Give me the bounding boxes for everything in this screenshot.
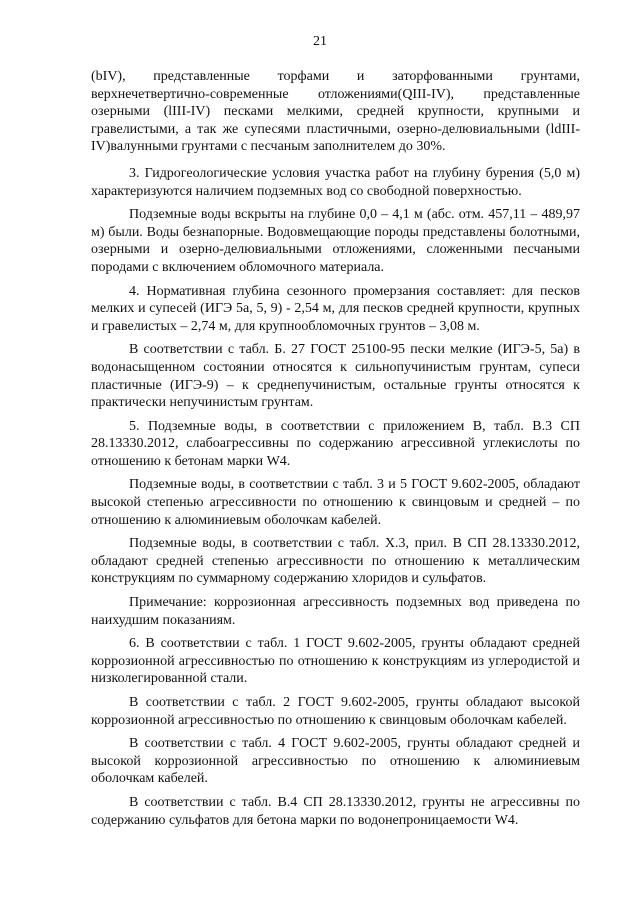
paragraph-frost-heave: В соответствии с табл. Б. 27 ГОСТ 25100-95 пески мелкие (ИГЭ-5, 5а) в водонасыщенном состоянии относятся к сильнопучинистым грунтам, супеси пластичные (ИГЭ-9) – к среднепучинистым, остальные грунты относятся к практически непучинистым грунтам.	[91, 342, 580, 411]
paragraph-concrete-aggressiveness: 5. Подземные воды, в соответствии с приложением В, табл. В.3 СП 28.13330.2012, слабоагрессивны по содержанию агрессивной углекислоты по отношению к бетонам марки W4.	[91, 418, 580, 469]
paragraph-steel-aggressiveness: 6. В соответствии с табл. 1 ГОСТ 9.602-2005, грунты обладают средней коррозионной агрессивностью по отношению к конструкциям из углеродистой и низколегированной стали.	[91, 636, 580, 687]
body-text	[91, 68, 580, 835]
paragraph-groundwater-depth: Подземные воды вскрыты на глубине 0,0 – 4,1 м (абс. отм. 457,11 – 489,97 м) были. Воды безнапорные. Водовмещающие породы представлены болотными, озерными и озерно-делювиальными отложениями, сложенными песчаными породами с включением обломочного материала.	[91, 207, 580, 275]
paragraph-cable-aggressiveness-water: Подземные воды, в соответствии с табл. 3 и 5 ГОСТ 9.602-2005, обладают высокой степенью агрессивности по отношению к свинцовым и средней – по отношению к алюминиевым оболочкам кабелей.	[91, 477, 580, 528]
paragraph-note: Примечание: коррозионная агрессивность подземных вод приведена по наихудшим показаниям.	[91, 595, 580, 628]
paragraph-frost-depth: 4. Нормативная глубина сезонного промерзания составляет: для песков мелких и супесей (ИГЭ 5а, 5, 9) - 2,54 м, для песков средней крупности, крупных и гравелистых – 2,74 м, для крупнообломочных грунтов – 3,08 м.	[91, 283, 580, 334]
page-number: 21	[313, 34, 327, 49]
paragraph-soil-continuation: (bIV), представленные торфами и заторфованными грунтами, верхнечетвертично-современные отложениями(QIII-IV), представленные озерными (lIII-IV) песками мелкими, средней крупности, крупными и гравелистыми, а так же супесями пластичными, озерно-делювиальными (ldIII-IV)валунными грунтами с песчаным заполнителем до 30%.	[91, 69, 580, 155]
paragraph-lead-aggressiveness: В соответствии с табл. 2 ГОСТ 9.602-2005, грунты обладают высокой коррозионной агрессивностью по отношению к свинцовым оболочкам кабелей.	[91, 695, 580, 728]
paragraph-sulfate-aggressiveness: В соответствии с табл. В.4 СП 28.13330.2012, грунты не агрессивны по содержанию сульфатов для бетона марки по водонепроницаемости W4.	[91, 794, 580, 828]
paragraph-metal-aggressiveness: Подземные воды, в соответствии с табл. Х.3, прил. В СП 28.13330.2012, обладают средней степенью агрессивности по отношению к металлическим конструкциям по суммарному содержанию хлоридов и сульфатов.	[91, 536, 580, 587]
paragraph-aluminium-aggressiveness: В соответствии с табл. 4 ГОСТ 9.602-2005, грунты обладают средней и высокой коррозионной агрессивностью по отношению к алюминиевым оболочкам кабелей.	[91, 736, 580, 787]
paragraph-hydrogeology: 3. Гидрогеологические условия участка работ на глубину бурения (5,0 м) характеризуются наличием подземных вод со свободной поверхностью.	[91, 165, 580, 199]
